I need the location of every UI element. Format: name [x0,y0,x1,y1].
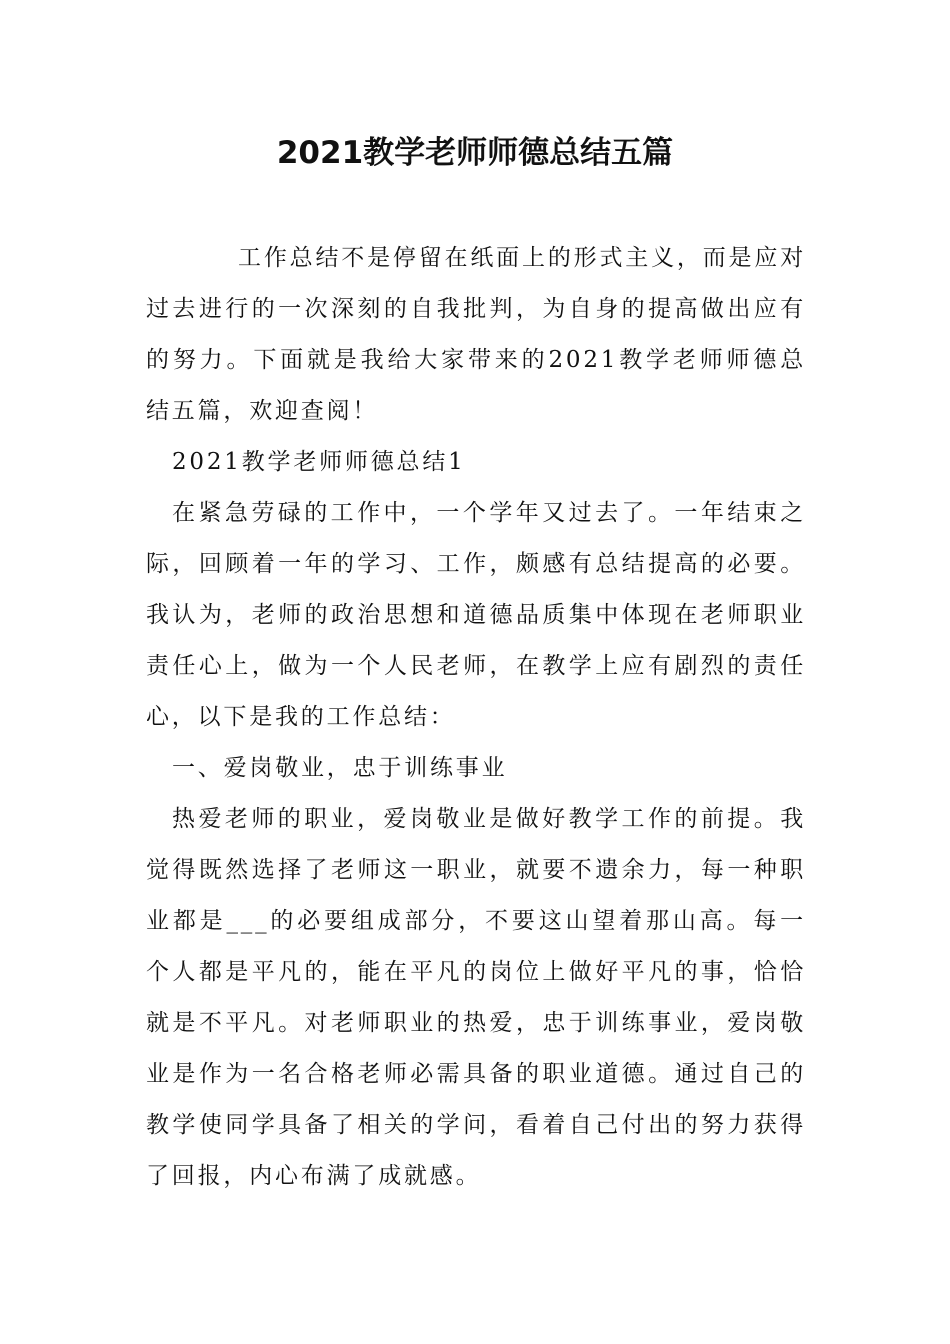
body-paragraph: 热爱老师的职业，爱岗敬业是做好教学工作的前提。我觉得既然选择了老师这一职业，就要不遗余力，每一种职业都是___的必要组成部分，不要这山望着那山高。每一个人都是平凡的，能在平凡的岗位上做好平凡的事，恰恰就是不平凡。对老师职业的热爱，忠于训练事业，爱岗敬业是作为一名合格老师必需具备的职业道德。通过自己的教学使同学具备了相关的学问，看着自己付出的努力获得了回报，内心布满了成就感。 [146,806,806,1189]
subheading-love-job: 一、爱岗敬业，忠于训练事业 [172,755,508,781]
document-body [146,233,806,1202]
section-heading-1: 2021教学老师师德总结1 [172,449,466,475]
document-title: 2021教学老师师德总结五篇 [276,135,674,171]
intro-paragraph: 工作总结不是停留在纸面上的形式主义，而是应对过去进行的一次深刻的自我批判，为自身的提高做出应有的努力。下面就是我给大家带来的2021教学老师师德总结五篇，欢迎查阅！ [146,245,806,424]
body-paragraph: 在紧急劳碌的工作中，一个学年又过去了。一年结束之际，回顾着一年的学习、工作，颇感有总结提高的必要。我认为，老师的政治思想和道德品质集中体现在老师职业责任心上，做为一个人民老师，在教学上应有剧烈的责任心，以下是我的工作总结： [146,500,806,730]
